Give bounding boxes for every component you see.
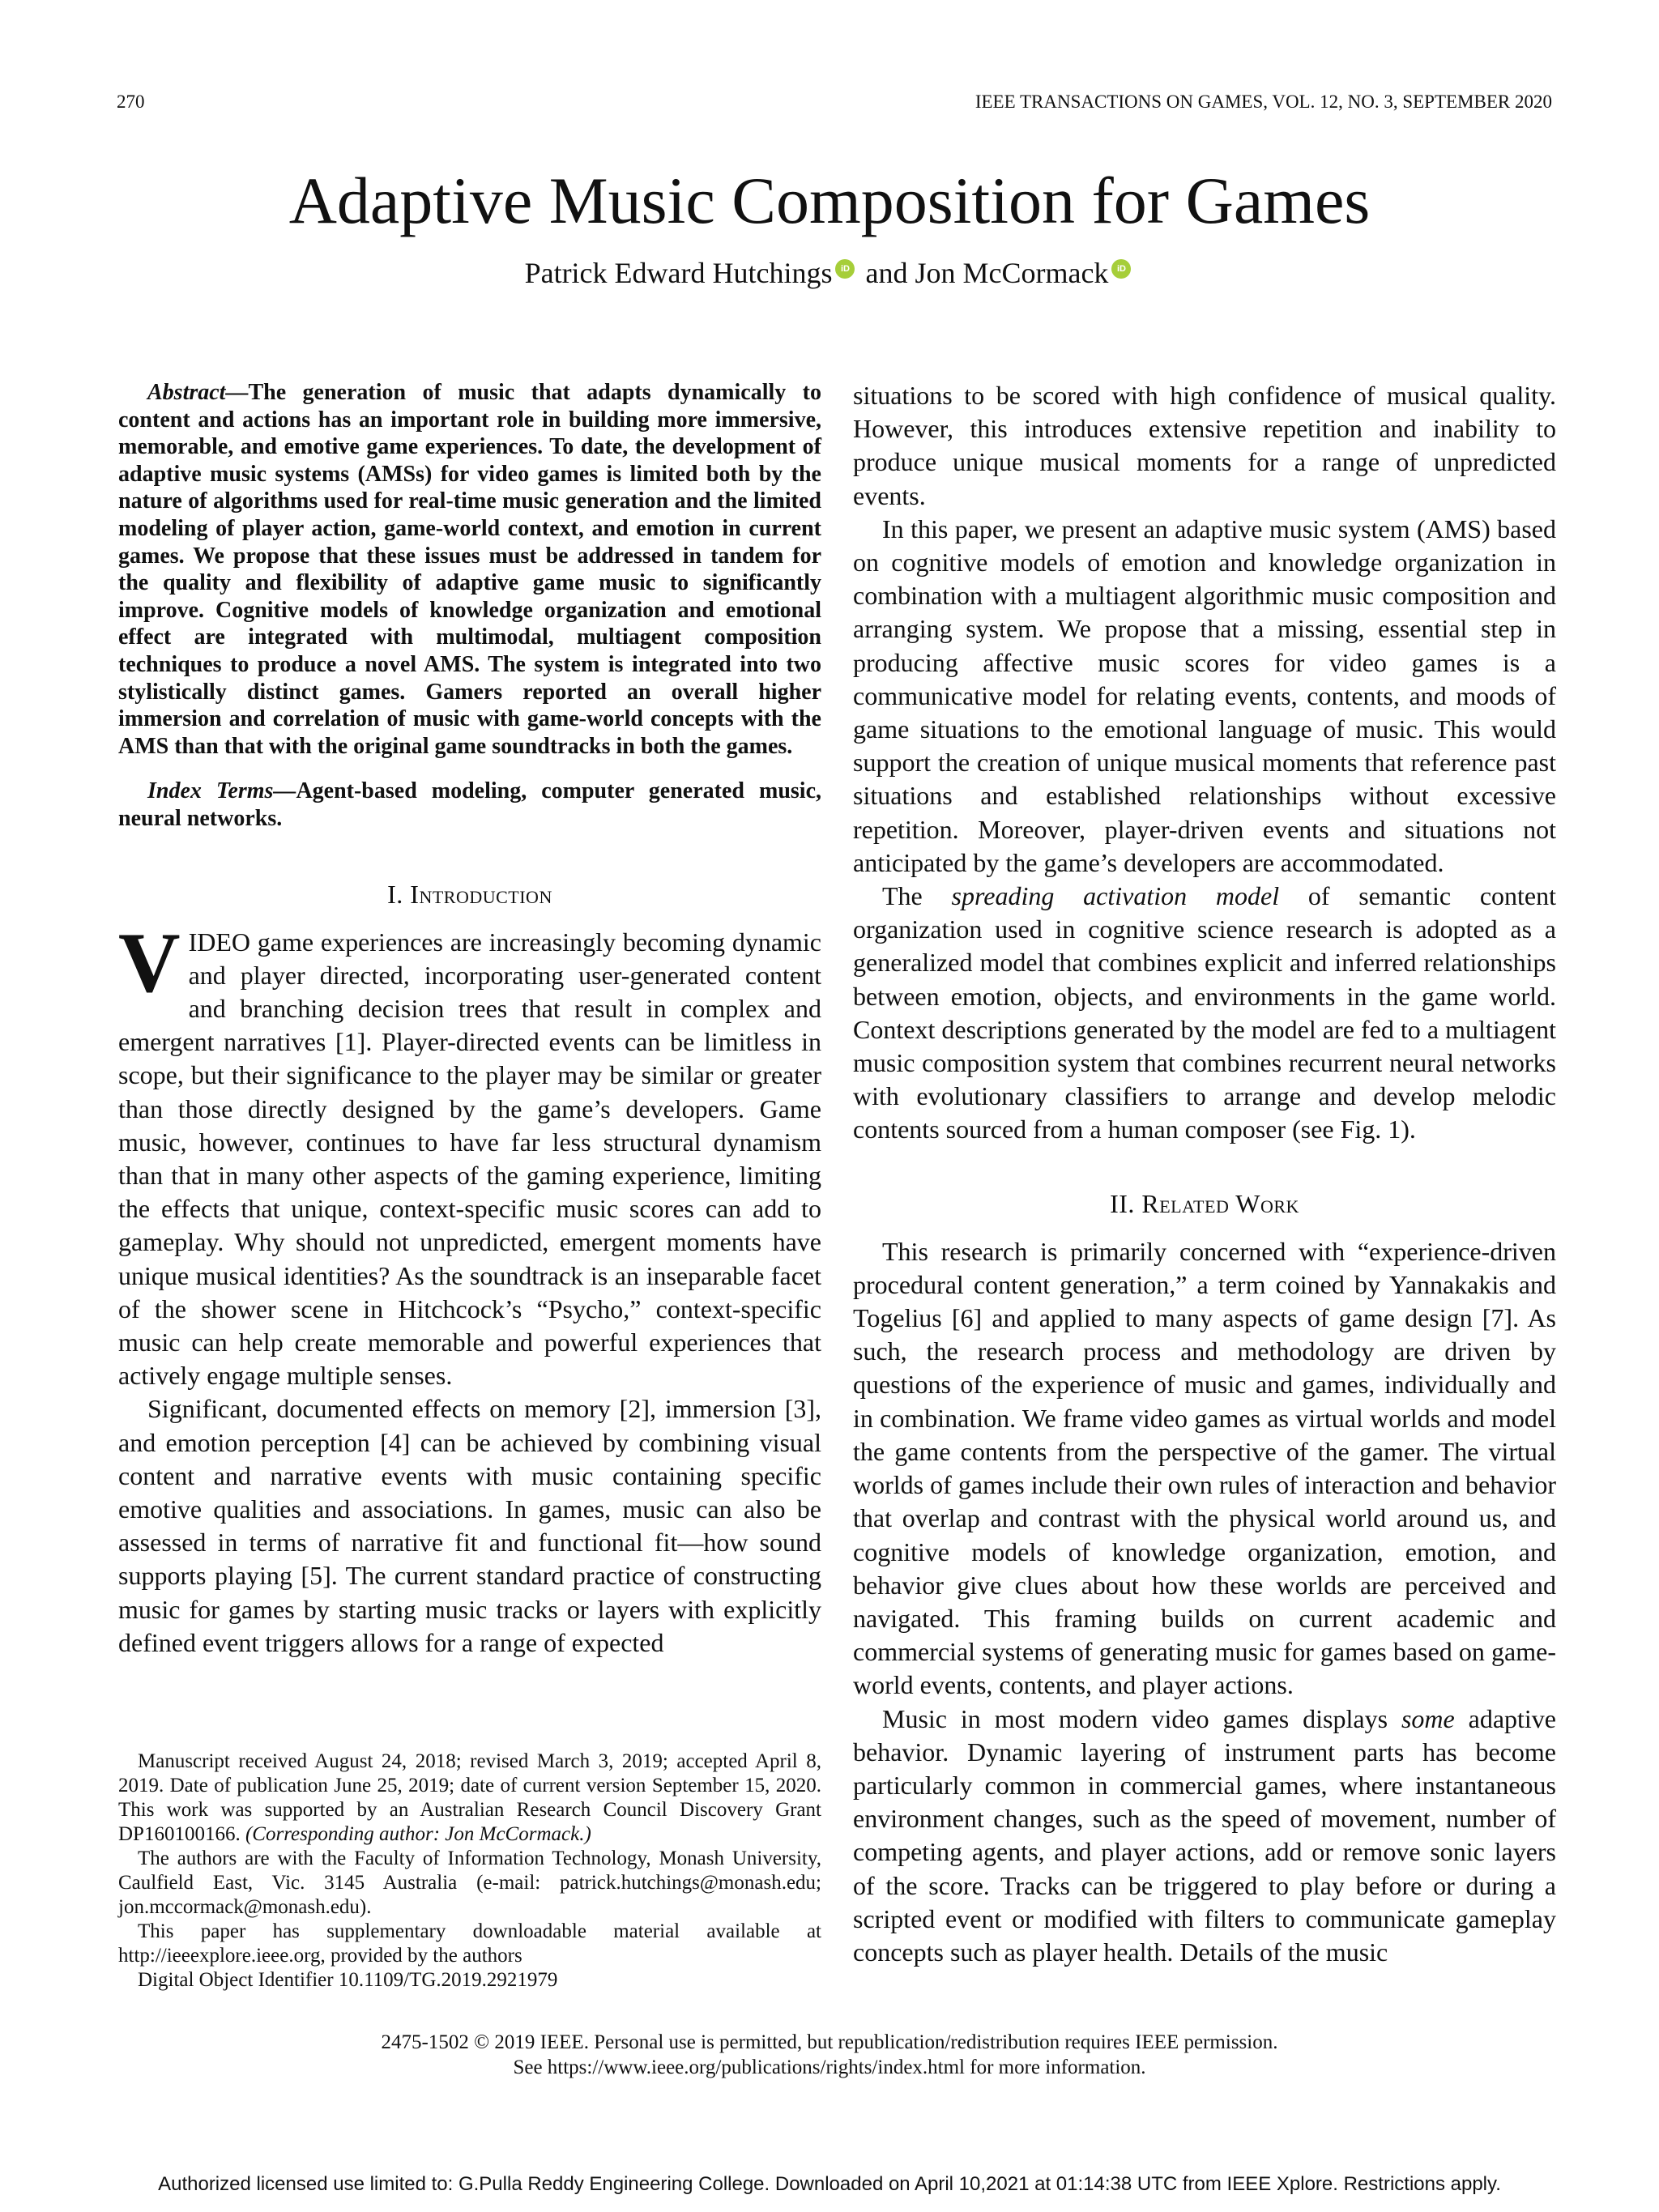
abstract-text: The generation of music that adapts dynamically to content and actions has an important role in building more immersive, memorable, and emotive game experiences. To date, the development of adaptive music systems (AMSs) for video games is limited both by the nature of algorithms used for real-time music generation and the limited modeling of player action, game-world context, and emotion in current games. We propose that these issues must be addressed in tandem for the quality and flexibility of adaptive game music to significantly improve. Cognitive models of knowledge organization and emotional effect are integrated with multimodal, multiagent composition techniques to produce a novel AMS. The system is integrated into two stylistically distinct games. Gamers reported an overall higher immersion and correlation of music with game-world concepts with the AMS than that with the original game soundtracks in both the games. xyxy=(118,380,821,759)
emphasis-some: some xyxy=(1401,1703,1455,1733)
orcid-icon[interactable]: iD xyxy=(1111,259,1131,279)
footnote-supplementary: This paper has supplementary downloadable material available at http://ieeexplore.ieee.org, provided by the authors xyxy=(118,1920,821,1967)
copyright-line-2: See https://www.ieee.org/publications/rights/index.html for more information. xyxy=(513,2056,1146,2078)
section-numeral: II. xyxy=(1110,1188,1135,1218)
right-column xyxy=(853,379,1556,1969)
license-footer: Authorized licensed use limited to: G.Pulla Reddy Engineering College. Downloaded on April 10,2021 at 01:14:38 UTC from IEEE Xplore. Restrictions apply. xyxy=(158,2173,1501,2195)
footnote-doi: Digital Object Identifier 10.1109/TG.2019.2921979 xyxy=(138,1969,558,1991)
spreading-activation-term: spreading activation model xyxy=(951,881,1280,911)
corresponding-author: (Corresponding author: Jon McCormack.) xyxy=(245,1823,591,1845)
intro-paragraph-1-text: IDEO game experiences are increasingly becoming dynamic and player directed, incorporating user-generated content and branching decision trees that result in complex and emergent narratives [1]. Player-directed events can be limitless in scope, but their significance to the player may be similar or greater than those directly designed by the game’s developers. Game music, however, continues to have far less structural dynamism than that in many other aspects of the gaming experience, limiting the effects that unique, context-specific music scores can add to gameplay. Why should not unpredicted, emergent moments have unique musical identities? As the soundtrack is an inseparable facet of the shower scene in Hitchcock’s “Psycho,” context-specific music can help create memorable and powerful experiences that actively engage multiple senses. xyxy=(118,927,821,1391)
section-heading-introduction xyxy=(118,878,821,911)
intro-paragraph-1 xyxy=(118,914,821,1393)
orcid-icon[interactable]: iD xyxy=(835,259,855,279)
drop-cap: V xyxy=(118,914,181,1010)
abstract xyxy=(118,379,821,760)
section-numeral: I. xyxy=(387,879,403,909)
running-head: IEEE TRANSACTIONS ON GAMES, VOL. 12, NO. 3, SEPTEMBER 2020 xyxy=(975,92,1552,112)
abstract-label: Abstract— xyxy=(147,380,249,405)
index-terms xyxy=(118,778,821,832)
section-heading-related-work xyxy=(853,1187,1556,1221)
footnote-affiliation: The authors are with the Faculty of Information Technology, Monash University, Caulfield East, Vic. 3145 Australia (e-mail: patrick.hutchings@monash.edu; jon.mccormack@monash.edu). xyxy=(118,1848,821,1918)
footnote-received: Manuscript received August 24, 2018; revised March 3, 2019; accepted April 8, 2019. Date of publication June 25, 2019; date of current version September 15, 2020. This work was supported by an Australian Research Council Discovery Grant DP160100166. (Corresponding author: Jon McCormack.) xyxy=(118,1750,821,1845)
section-title: Introduction xyxy=(410,879,552,909)
intro-paragraph-2-continued: situations to be scored with high confidence of musical quality. However, this introduces extensive repetition and inability to produce unique musical moments for a range of unpredicted events. xyxy=(853,381,1556,510)
author-line xyxy=(0,255,1659,291)
left-column xyxy=(118,379,821,1660)
intro-paragraph-2: Significant, documented effects on memory [2], immersion [3], and emotion perception [4] can be achieved by combining visual content and narrative events with music containing specific emotive qualities and associations. In games, music can also be assessed in terms of narrative fit and functional fit—how sound supports playing [5]. The current standard practice of constructing music for games by starting music tracks or layers with explicitly defined event triggers allows for a range of expected xyxy=(118,1394,821,1657)
related-work-paragraph-2: Music in most modern video games displays some adaptive behavior. Dynamic layering of instrument parts has become particularly common in commercial games, where instantaneous environment changes, such as the speed of movement, number of competing agents, and player actions, add or remove sonic layers of the score. Tracks can be triggered to play before or during a scripted event or modified with filters to communicate gameplay concepts such as player health. Details of the music xyxy=(853,1703,1557,1967)
intro-paragraph-3: In this paper, we present an adaptive music system (AMS) based on cognitive models of emotion and knowledge organization in combination with a multiagent algorithmic music composition and arranging system. We propose that a missing, essential step in producing affective music scores for video games is a communicative model for relating events, contents, and moods of game situations to the emotional language of music. This would support the creation of unique musical moments that reference past situations and established relationships without excessive repetition. Moreover, player-driven events and situations not anticipated by the game’s developers are accommodated. xyxy=(853,514,1556,877)
author-mccormack: Jon McCormack xyxy=(915,257,1109,289)
page-number: 270 xyxy=(117,92,145,112)
author-hutchings: Patrick Edward Hutchings xyxy=(524,257,833,289)
copyright-line-1: 2475-1502 © 2019 IEEE. Personal use is permitted, but republication/redistribution requires IEEE permission. xyxy=(381,2031,1278,2053)
section-title: Related Work xyxy=(1141,1188,1299,1218)
intro-paragraph-4: The spreading activation model of semantic content organization used in cognitive science research is adopted as a generalized model that combines explicit and inferred relationships between emotion, objects, and environments in the game world. Context descriptions generated by the model are fed to a multiagent music composition system that combines recurrent neural networks with evolutionary classifiers to arrange and develop melodic contents sourced from a human composer (see Fig. 1). xyxy=(853,881,1556,1144)
copyright-notice xyxy=(0,2030,1659,2080)
index-terms-label: Index Terms— xyxy=(147,778,296,804)
related-work-paragraph-1: This research is primarily concerned with “experience-driven procedural content generation,” a term coined by Yannakakis and Togelius [6] and applied to many aspects of game design [7]. As such, the research process and methodology are driven by questions of the experience of music and games, individually and in combination. We frame video games as virtual worlds and model the game contents from the perspective of the gamer. The virtual worlds of games include their own rules of interaction and behavior that overlap and contrast with the physical world around us, and cognitive models of knowledge organization, emotion, and behavior give clues about how these worlds are perceived and navigated. This framing builds on current academic and commercial systems of generating music for games based on game-world events, contents, and player actions. xyxy=(853,1236,1556,1700)
paper-title: Adaptive Music Composition for Games xyxy=(288,164,1371,237)
author-connector: and xyxy=(865,257,908,289)
index-terms-text: Agent-based modeling, computer generated music, neural networks. xyxy=(118,778,821,831)
footnotes xyxy=(118,1750,821,1993)
